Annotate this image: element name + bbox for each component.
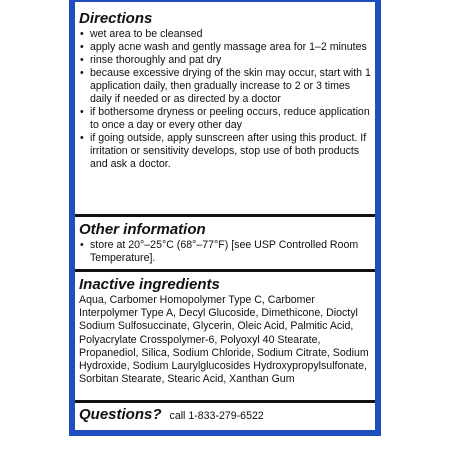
section-divider <box>75 214 375 217</box>
list-item-text: because excessive drying of the skin may occur, start with 1 application daily, then gradually increase to 2 or 3 times daily if needed or as directed by a doctor <box>90 67 371 105</box>
section-divider <box>75 400 375 403</box>
questions-heading: Questions? <box>79 406 162 423</box>
bullet-icon: • <box>80 67 84 79</box>
directions-heading: Directions <box>79 10 153 27</box>
other-information-heading: Other information <box>79 221 206 238</box>
inactive-ingredients-heading: Inactive ingredients <box>79 276 220 293</box>
list-item <box>79 28 371 41</box>
list-item <box>79 239 371 265</box>
bullet-icon: • <box>80 239 84 251</box>
bullet-icon: • <box>80 54 84 66</box>
list-item-text: rinse thoroughly and pat dry <box>90 54 222 66</box>
directions-list <box>79 28 371 171</box>
other-information-list <box>79 239 371 265</box>
list-item-text: apply acne wash and gently massage area for 1–2 minutes <box>90 41 367 53</box>
drug-facts-panel <box>69 0 381 436</box>
list-item <box>79 41 371 54</box>
bullet-icon: • <box>80 41 84 53</box>
list-item <box>79 54 371 67</box>
bullet-icon: • <box>80 106 84 118</box>
other-information-section <box>79 221 371 269</box>
drug-facts-inner <box>75 2 375 430</box>
list-item-text: wet area to be cleansed <box>90 28 203 40</box>
inactive-ingredients-text: Aqua, Carbomer Homopolymer Type C, Carbomer Interpolymer Type A, Decyl Glucoside, Dimethicone, Dioctyl Sodium Sulfosuccinate, Glycerin, Oleic Acid, Palmitic Acid, Polyacrylate Crosspolymer-6, Polyoxyl 40 Stearate, Propanediol, Silica, Sodium Chloride, Sodium Citrate, Sodium Hydroxide, Sodium Laurylglucosides Hydroxypropylsulfonate, Sorbitan Stearate, Stearic Acid, Xanthan Gum <box>79 294 369 386</box>
list-item-text: store at 20°–25°C (68°–77°F) [see USP Controlled Room Temperature]. <box>90 239 359 264</box>
list-item-text: if going outside, apply sunscreen after using this product. If irritation or sensitivity develops, stop use of both products and ask a doctor. <box>90 132 367 170</box>
questions-row <box>79 406 371 423</box>
section-divider <box>75 269 375 272</box>
bullet-icon: • <box>80 132 84 144</box>
bullet-icon: • <box>80 28 84 40</box>
list-item-text: if bothersome dryness or peeling occurs, reduce application to once a day or every other day <box>90 106 370 131</box>
questions-section <box>79 406 371 428</box>
list-item <box>79 132 371 171</box>
directions-section <box>79 10 371 212</box>
list-item <box>79 106 371 132</box>
inactive-ingredients-section <box>79 276 371 396</box>
phone-number: call 1-833-279-6522 <box>169 410 264 422</box>
list-item <box>79 67 371 106</box>
